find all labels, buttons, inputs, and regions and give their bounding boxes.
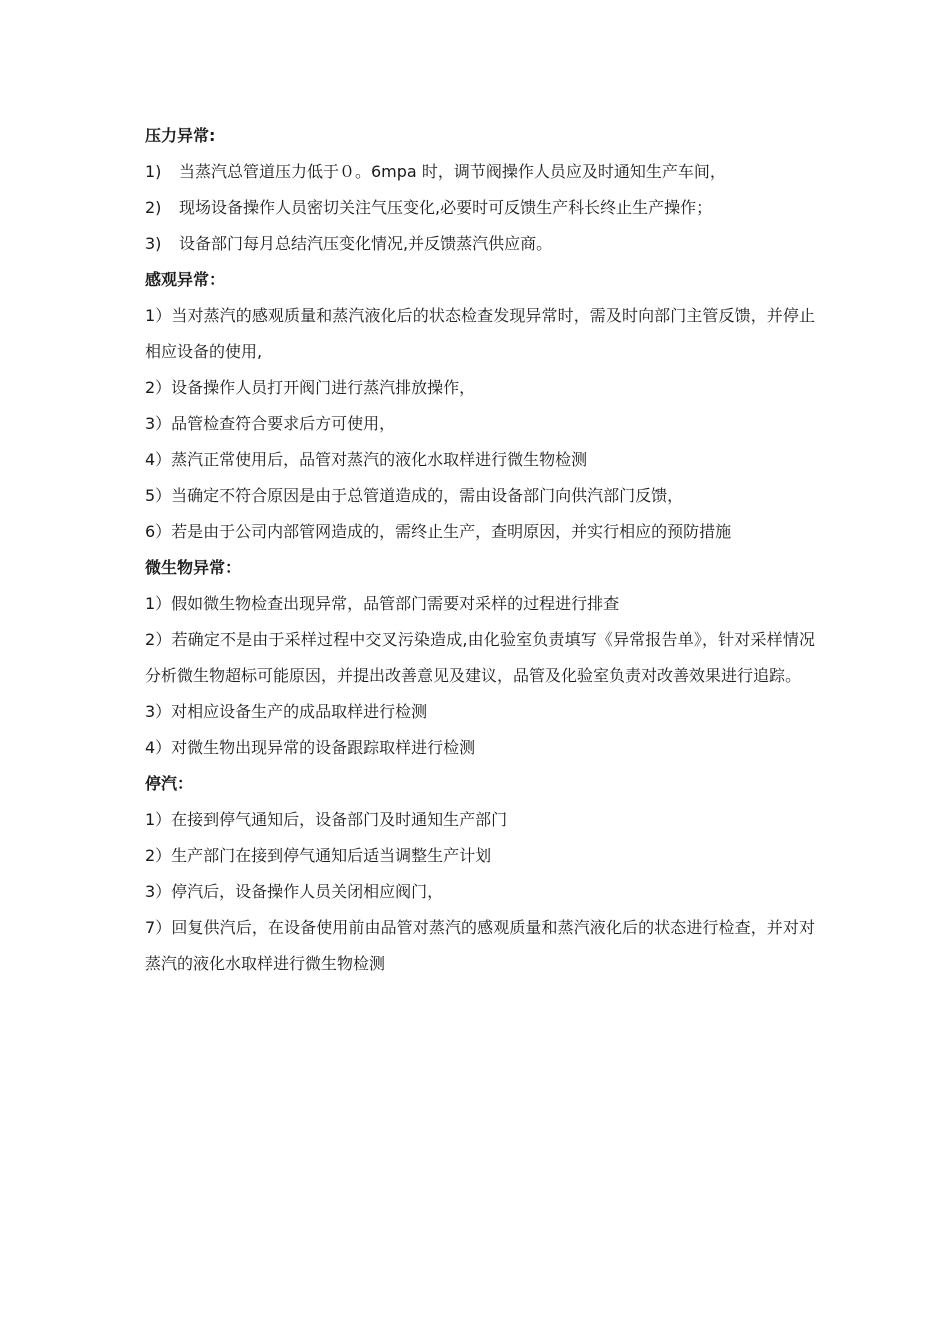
item-text: 设备部门每月总结汽压变化情况,并反馈蒸汽供应商。 [179, 234, 553, 253]
item-number: 3) [145, 234, 162, 253]
item-text: 当蒸汽总管道压力低于０。6mpa 时，调节阀操作人员应及时通知生产车间， [179, 162, 726, 181]
section-steam-stop [145, 766, 815, 982]
list-item: 3）对相应设备生产的成品取样进行检测 [145, 702, 428, 721]
item-text: 现场设备操作人员密切关注气压变化,必要时可反馈生产科长终止生产操作； [179, 198, 713, 217]
list-item: 4）对微生物出现异常的设备跟踪取样进行检测 [145, 738, 476, 757]
section-pressure-abnormal [145, 118, 815, 262]
section-title: 微生物异常： [145, 558, 242, 577]
item-number: 1) [145, 162, 162, 181]
section-sensory-abnormal [145, 262, 815, 550]
list-item: 3）停汽后，设备操作人员关闭相应阀门， [145, 882, 444, 901]
section-title: 停汽： [145, 774, 194, 793]
list-item: 2）生产部门在接到停气通知后适当调整生产计划 [145, 846, 492, 865]
list-item [145, 190, 815, 226]
list-item: 3）品管检查符合要求后方可使用， [145, 414, 396, 433]
section-title: 压力异常: [145, 126, 216, 145]
list-item: 1）在接到停气通知后，设备部门及时通知生产部门 [145, 810, 508, 829]
document-body [145, 118, 815, 982]
list-item: 7）回复供汽后，在设备使用前由品管对蒸汽的感观质量和蒸汽液化后的状态进行检查，并对对蒸汽的液化水取样进行微生物检测 [145, 918, 815, 973]
item-number: 2) [145, 198, 162, 217]
list-item [145, 226, 815, 262]
list-item: 1）当对蒸汽的感观质量和蒸汽液化后的状态检查发现异常时，需及时向部门主管反馈，并停止相应设备的使用, [145, 306, 815, 361]
list-item [145, 154, 815, 190]
list-item: 5）当确定不符合原因是由于总管道造成的，需由设备部门向供汽部门反馈， [145, 486, 684, 505]
list-item: 4）蒸汽正常使用后，品管对蒸汽的液化水取样进行微生物检测 [145, 450, 588, 469]
section-title: 感观异常： [145, 270, 226, 289]
list-item: 2）若确定不是由于采样过程中交叉污染造成,由化验室负责填写《异常报告单》，针对采样情况分析微生物超标可能原因，并提出改善意见及建议，品管及化验室负责对改善效果进行追踪。 [145, 630, 815, 685]
list-item: 1）假如微生物检查出现异常，品管部门需要对采样的过程进行排查 [145, 594, 620, 613]
list-item: 6）若是由于公司内部管网造成的，需终止生产，查明原因，并实行相应的预防措施 [145, 522, 732, 541]
section-microbial-abnormal [145, 550, 815, 766]
list-item: 2）设备操作人员打开阀门进行蒸汽排放操作， [145, 378, 476, 397]
